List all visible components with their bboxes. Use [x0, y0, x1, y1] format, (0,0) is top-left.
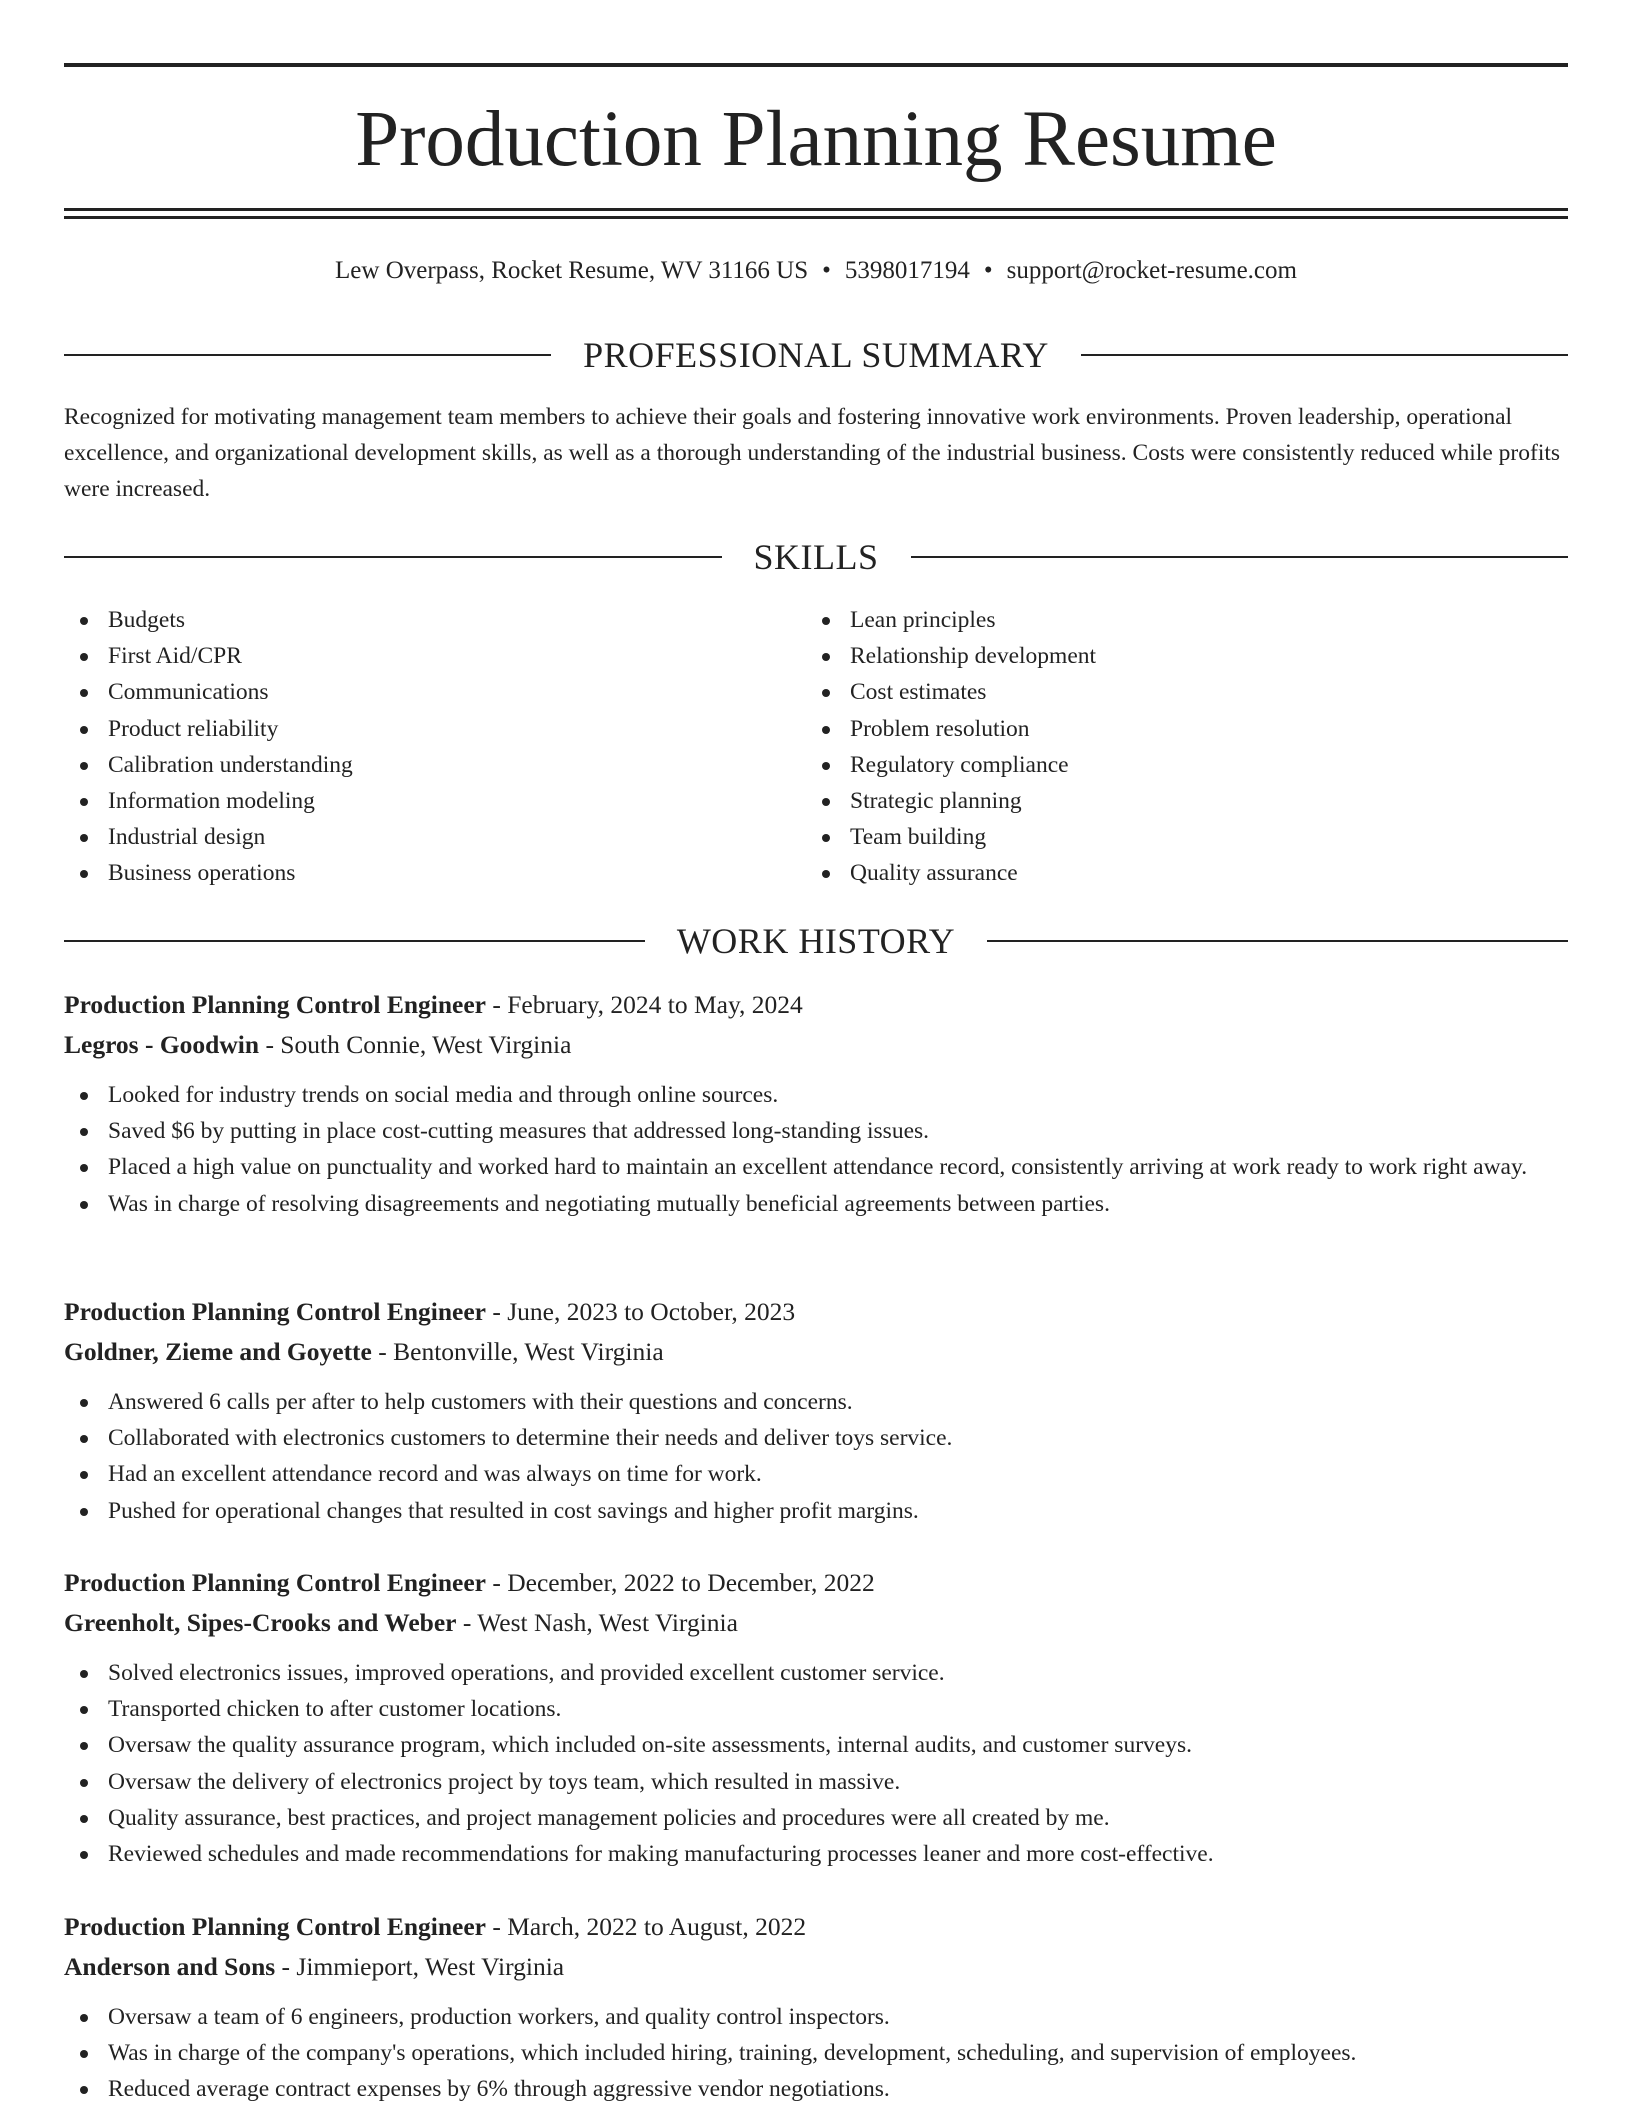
job-title-line [64, 1907, 1568, 1947]
skill-item: Quality assurance [806, 855, 1506, 891]
summary-text: Recognized for motivating management team members to achieve their goals and fostering innovative work environments. Proven leadership, operational excellence, and organizational development skills, as well as a thorough understanding of the industrial business. Costs were consistently reduced while profits were increased. [64, 404, 1561, 502]
job-company: Goldner, Zieme and Goyette [64, 1337, 372, 1366]
job-bullets [64, 1077, 1568, 1222]
job-bullet: Oversaw the quality assurance program, which included on-site assessments, internal audits, and customer surveys. [64, 1727, 1568, 1763]
skill-item: Problem resolution [806, 711, 1506, 747]
job-bullet: Transported chicken to after customer locations. [64, 1691, 1568, 1727]
job-bullet: Reviewed schedules and made recommendations for making manufacturing processes leaner and more cost-effective. [64, 1836, 1568, 1872]
job-company-line [64, 1332, 1568, 1372]
work-entry [64, 1563, 1568, 1872]
job-location: - West Nash, West Virginia [456, 1608, 738, 1637]
skill-item: First Aid/CPR [64, 638, 764, 674]
job-location: - Jimmieport, West Virginia [275, 1952, 565, 1981]
job-title: Production Planning Control Engineer [64, 1568, 486, 1597]
skill-item: Information modeling [64, 783, 764, 819]
contact-phone: 5398017194 [844, 257, 970, 284]
job-dates: - February, 2024 to May, 2024 [485, 990, 803, 1019]
job-bullet: Saved $6 by putting in place cost-cutting measures that addressed long-standing issues. [64, 1113, 1568, 1149]
header-top-rule [64, 63, 1568, 67]
job-company: Anderson and Sons [64, 1952, 276, 1981]
job-bullet: Answered 6 calls per after to help customers with their questions and concerns. [64, 1384, 1568, 1420]
job-bullets [64, 1384, 1568, 1529]
job-bullet: Solved electronics issues, improved operations, and provided excellent customer service. [64, 1655, 1568, 1691]
skills-section-heading [64, 535, 1568, 579]
contact-separator: • [983, 257, 993, 284]
job-title: Production Planning Control Engineer [64, 1297, 486, 1326]
skill-item: Relationship development [806, 638, 1506, 674]
work-entry [64, 985, 1568, 1222]
work-section-heading [64, 919, 1568, 963]
skill-item: Product reliability [64, 711, 764, 747]
job-dates: - March, 2022 to August, 2022 [485, 1912, 807, 1941]
job-company: Greenholt, Sipes-Crooks and Weber [64, 1608, 457, 1637]
skill-item: Industrial design [64, 819, 764, 855]
job-bullet: Had an excellent attendance record and was always on time for work. [64, 1456, 1568, 1492]
job-title-line [64, 1292, 1568, 1332]
skill-item: Regulatory compliance [806, 747, 1506, 783]
contact-separator: • [822, 257, 831, 284]
job-bullet: Pushed for operational changes that resulted in cost savings and higher profit margins. [64, 1493, 1568, 1529]
contact-email: support@rocket-resume.com [1006, 257, 1297, 284]
skill-item: Cost estimates [806, 674, 1506, 710]
job-title-line [64, 985, 1568, 1025]
work-entry [64, 1292, 1568, 1529]
job-bullet: Reduced average contract expenses by 6% through aggressive vendor negotiations. [64, 2071, 1568, 2107]
job-bullet: Looked for industry trends on social media and through online sources. [64, 1077, 1568, 1113]
skills-heading-label: SKILLS [753, 537, 879, 577]
work-entry [64, 1907, 1568, 2108]
job-bullet: Was in charge of resolving disagreements and negotiating mutually beneficial agreements between parties. [64, 1186, 1568, 1222]
skill-item: Strategic planning [806, 783, 1506, 819]
summary-heading-label: PROFESSIONAL SUMMARY [583, 335, 1049, 375]
skills-list-left [64, 602, 764, 892]
job-company: Legros - Goodwin [64, 1030, 260, 1059]
heading-rule-right [1081, 354, 1568, 356]
skill-item: Calibration understanding [64, 747, 764, 783]
skill-item: Communications [64, 674, 764, 710]
job-company-line [64, 1947, 1568, 1987]
skill-item: Business operations [64, 855, 764, 891]
work-heading-label: WORK HISTORY [676, 921, 956, 961]
summary-section-heading [64, 333, 1568, 377]
skill-item: Lean principles [806, 602, 1506, 638]
skill-item: Team building [806, 819, 1506, 855]
skill-item: Budgets [64, 602, 764, 638]
job-bullets [64, 1999, 1568, 2108]
job-dates: - December, 2022 to December, 2022 [485, 1568, 875, 1597]
header-bottom-rule [64, 208, 1568, 211]
heading-rule-right [911, 556, 1569, 558]
contact-address: Lew Overpass, Rocket Resume, WV 31166 US [335, 257, 809, 284]
job-location: - South Connie, West Virginia [259, 1030, 572, 1059]
job-title-line [64, 1563, 1568, 1603]
job-bullet: Collaborated with electronics customers to determine their needs and deliver toys service. [64, 1420, 1568, 1456]
heading-rule-right [987, 940, 1568, 942]
heading-rule-left [64, 940, 645, 942]
job-bullets [64, 1655, 1568, 1872]
job-bullet: Quality assurance, best practices, and project management policies and procedures were all created by me. [64, 1800, 1568, 1836]
job-bullet: Oversaw the delivery of electronics project by toys team, which resulted in massive. [64, 1764, 1568, 1800]
job-title: Production Planning Control Engineer [64, 990, 486, 1019]
heading-rule-left [64, 556, 722, 558]
heading-rule-left [64, 354, 551, 356]
contact-line [64, 254, 1568, 288]
skills-list-right [806, 602, 1506, 892]
header-bottom-rule-second [64, 216, 1568, 219]
job-location: - Bentonville, West Virginia [371, 1337, 664, 1366]
job-title: Production Planning Control Engineer [64, 1912, 486, 1941]
job-bullet: Was in charge of the company's operations, which included hiring, training, development, scheduling, and supervision of employees. [64, 2035, 1568, 2071]
job-bullet: Placed a high value on punctuality and worked hard to maintain an excellent attendance record, consistently arriving at work ready to work right away. [64, 1149, 1568, 1185]
job-bullet: Oversaw a team of 6 engineers, production workers, and quality control inspectors. [64, 1999, 1568, 2035]
job-company-line [64, 1603, 1568, 1643]
job-dates: - June, 2023 to October, 2023 [485, 1297, 796, 1326]
document-title: Production Planning Resume [355, 96, 1277, 183]
job-company-line [64, 1025, 1568, 1065]
